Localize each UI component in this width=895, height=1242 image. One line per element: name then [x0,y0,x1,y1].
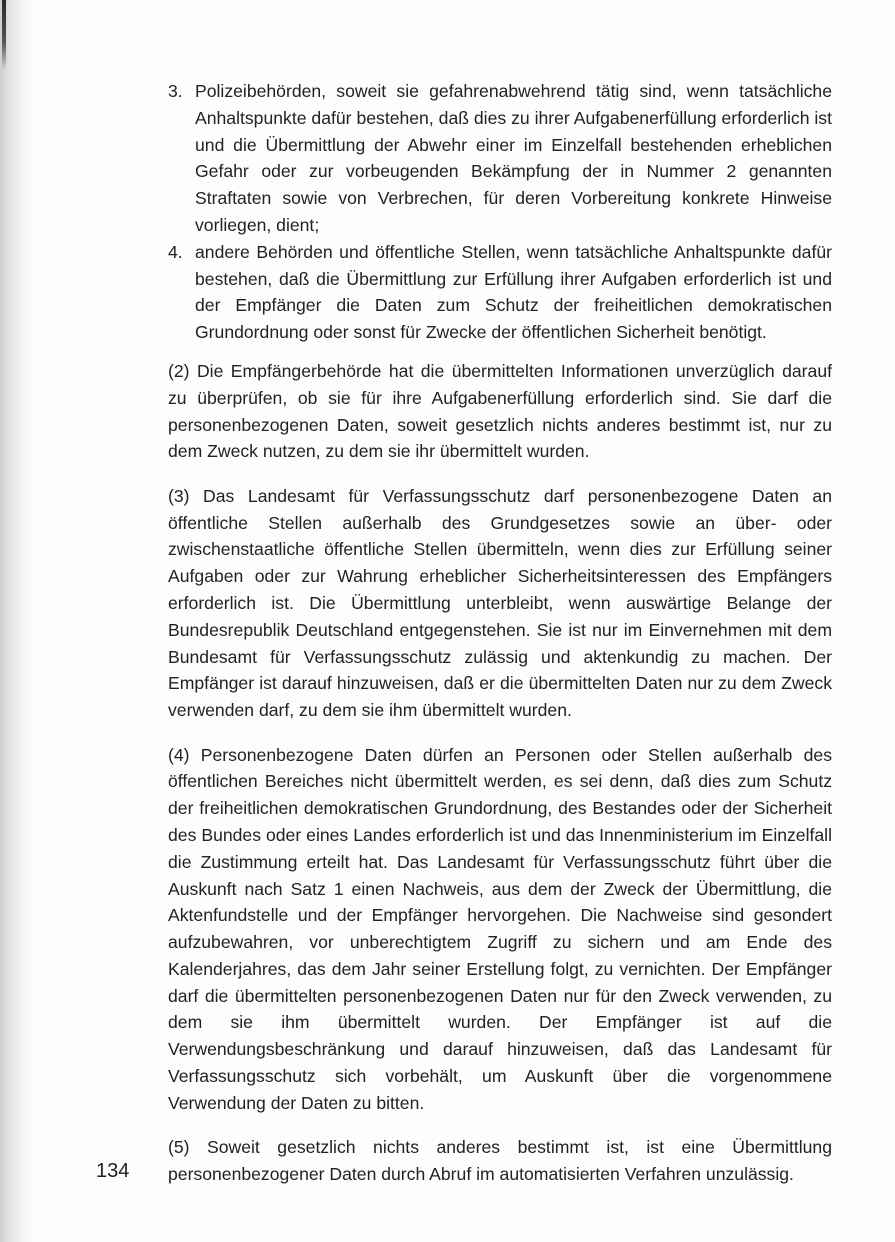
page-number: 134 [96,1160,130,1182]
paragraph-3: (3) Das Landesamt für Verfassungsschutz darf personenbezogene Daten an öffentliche Stellen außerhalb des Grundgesetzes sowie an über- oder zwischenstaatliche öffentliche Stellen übermitteln, wenn dies zur Erfüllung seiner Aufgaben oder zur Wahrung erheblicher Sicherheitsinteressen des Empfängers erforderlich ist. Die Übermittlung unterbleibt, wenn auswärtige Belange der Bundesrepublik Deutschland entgegenstehen. Sie ist nur im Einvernehmen mit dem Bundesamt für Verfassungsschutz zulässig und aktenkundig zu machen. Der Empfänger ist darauf hinzuweisen, daß er die übermittelten Daten nur zu dem Zweck verwenden darf, zu dem sie ihm übermittelt wurden. [168,485,832,721]
list-item-number: 3. [168,81,183,101]
scan-corner-mark [2,0,6,70]
paragraph-2: (2) Die Empfängerbehörde hat die übermittelten Informationen unverzüglich darauf zu überprüfen, ob sie für ihre Aufgabenerfüllung erforderlich sind. Sie darf die personenbezogenen Daten, soweit gesetzlich nichts anderes bestimmt ist, nur zu dem Zweck nutzen, zu dem sie ihr übermittelt wurden. [168,360,832,462]
body-text [168,78,832,1205]
paragraph-4: (4) Personenbezogene Daten dürfen an Personen oder Stellen außerhalb des öffentlichen Bereiches nicht übermittelt werden, es sei denn, daß dies zum Schutz der freiheitlichen demokratischen Grundordnung, des Bestandes oder der Sicherheit des Bundes oder eines Landes erforderlich ist und das Innenministerium im Einzelfall die Zustimmung erteilt hat. Das Landesamt für Verfassungsschutz führt über die Auskunft nach Satz 1 einen Nachweis, aus dem der Zweck der Übermittlung, die Aktenfundstelle und der Empfänger hervorgehen. Die Nachweise sind gesondert aufzubewahren, vor unberechtigtem Zugriff zu sichern und am Ende des Kalenderjahres, das dem Jahr seiner Erstellung folgt, zu vernichten. Der Empfänger darf die übermittelten personenbezogenen Daten nur für den Zweck verwenden, zu dem sie ihm übermittelt wurden. Der Empfänger ist auf die Verwendungsbeschränkung und darauf hinzuweisen, daß das Landesamt für Verfassungsschutz sich vorbehält, um Auskunft über die vorgenommene Verwendung der Daten zu bitten. [168,744,832,1113]
list-item-text: andere Behörden und öffentliche Stellen, wenn tatsächliche Anhaltspunkte dafür bestehen, daß die Übermittlung zur Erfüllung ihrer Aufgaben erforderlich ist und der Empfänger die Daten zum Schutz der freiheitlichen demokratischen Grundordnung oder sonst für Zwecke der öffentlichen Sicherheit benötigt. [195,241,832,343]
list-item-3 [168,78,832,239]
scan-binding-shadow [0,0,34,1242]
list-item-4 [168,239,832,346]
list-item-text: Polizeibehörden, soweit sie gefahrenabwehrend tätig sind, wenn tatsächliche Anhaltspunkte dafür bestehen, daß dies zu ihrer Aufgabenerfüllung erforderlich ist und die Übermittlung der Abwehr einer im Einzelfall bestehenden erheblichen Gefahr oder zur vorbeugenden Bekämpfung der in Nummer 2 genannten Straftaten sowie von Verbrechen, für deren Vorbereitung konkrete Hinweise vorliegen, dient; [195,81,832,235]
list-item-number: 4. [168,241,183,262]
paragraph-5: (5) Soweit gesetzlich nichts anderes bestimmt ist, ist eine Übermittlung personenbezogener Daten durch Abruf im automatisierten Verfahren unzulässig. [168,1137,832,1185]
